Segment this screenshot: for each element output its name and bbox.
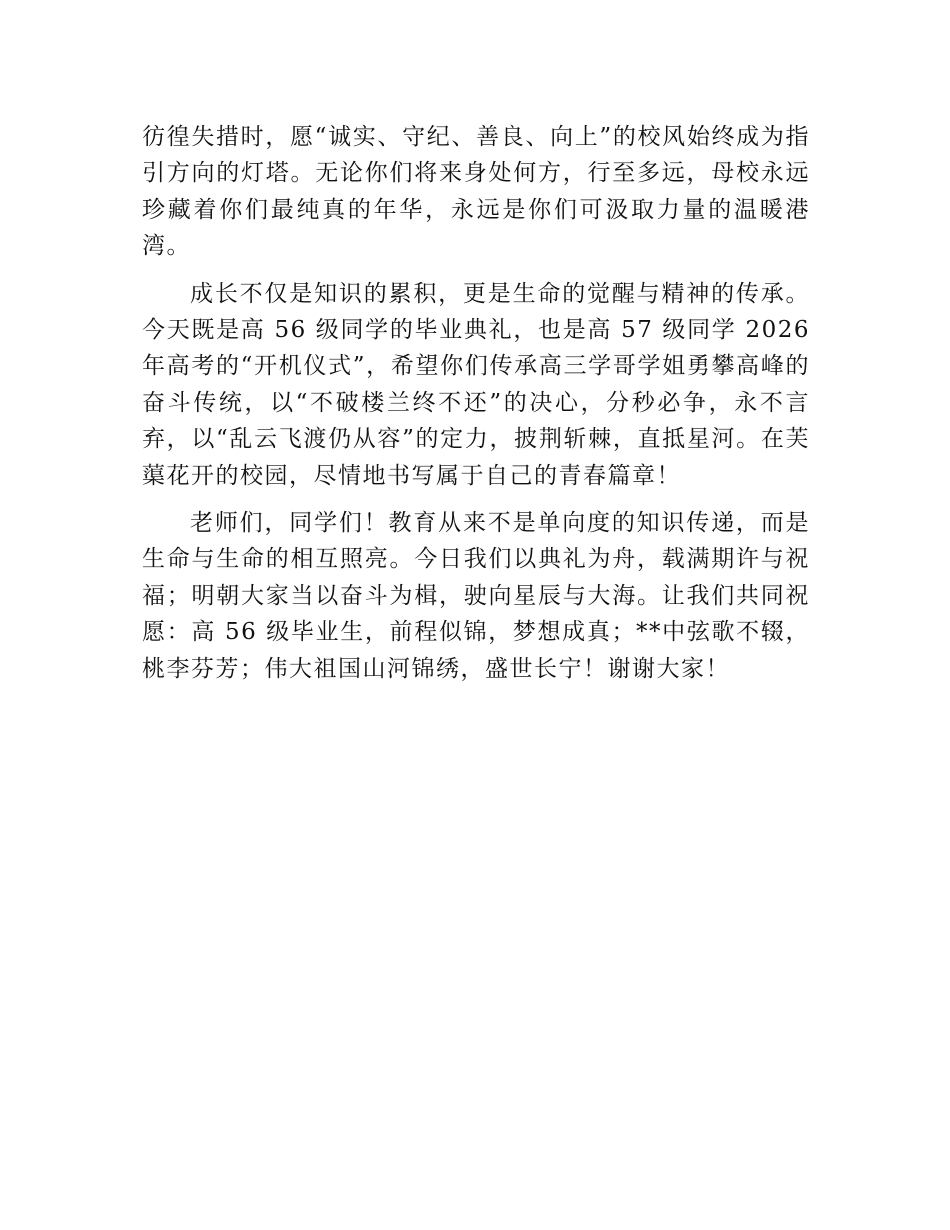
paragraph-continuation: 彷徨失措时，愿“诚实、守纪、善良、向上”的校风始终成为指引方向的灯塔。无论你们将来身处何方，行至多远，母校永远珍藏着你们最纯真的年华，永远是你们可汲取力量的温暖港湾。 <box>142 124 810 260</box>
paragraph-closing: 老师们，同学们！教育从来不是单向度的知识传递，而是生命与生命的相互照亮。今日我们以典礼为舟，载满期许与祝福；明朝大家当以奋斗为楫，驶向星辰与大海。让我们共同祝愿：高 56 级毕业生，前程似锦，梦想成真；**中弦歌不辍，桃李芬芳；伟大祖国山河锦绣，盛世长宁！谢谢大家！ <box>142 510 810 682</box>
document-body <box>142 119 810 698</box>
paragraph-growth: 成长不仅是知识的累积，更是生命的觉醒与精神的传承。今天既是高 56 级同学的毕业典礼，也是高 57 级同学 2026 年高考的“开机仪式”，希望你们传承高三学哥学姐勇攀高峰的奋斗传统，以“不破楼兰终不还”的决心，分秒必争，永不言弃，以“乱云飞渡仍从容”的定力，披荆斩棘，直抵星河。在芙蕖花开的校园，尽情地书写属于自己的青春篇章！ <box>142 280 810 489</box>
